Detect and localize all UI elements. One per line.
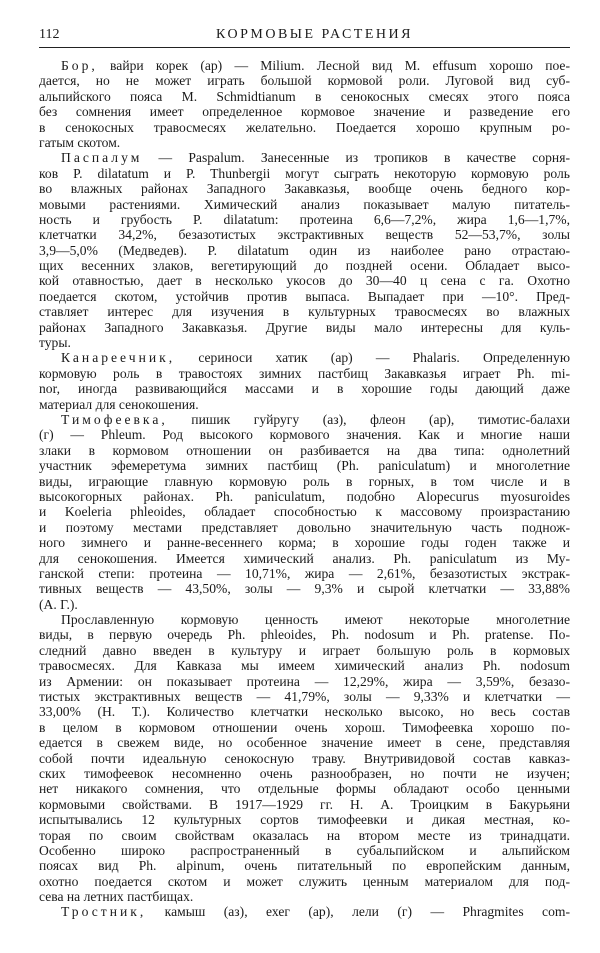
line-text: ность и грубость P. dilatatum: протеина 6,6—7,2%, жира 1,6—1,7%,	[39, 211, 570, 227]
line-text: — Paspalum. Занесенные из тропиков в качестве сорня-	[142, 150, 570, 166]
line-text: торая по своим свойствам оказалась на втором месте из тринадцати.	[39, 827, 570, 843]
text-line	[39, 535, 570, 550]
text-line	[39, 458, 570, 473]
text-line	[39, 581, 570, 596]
line-text: тистых экстрактивных веществ — 41,79%, золы — 9,33% и клетчатки —	[39, 689, 570, 705]
text-line	[39, 551, 570, 566]
text-line	[39, 520, 570, 535]
text-line	[39, 135, 570, 150]
line-text: травосмесях. Для Кавказа мы имеем химический анализ Ph. nodosum	[39, 658, 570, 674]
text-line	[39, 350, 570, 365]
text-line	[39, 843, 570, 858]
text-line	[39, 181, 570, 196]
text-line	[39, 704, 570, 719]
line-text: Прославленную кормовую ценность имеют некоторые многолетние	[61, 612, 570, 628]
line-text: следний давно введен в культуру и играет большую роль в кормовых	[39, 642, 570, 658]
text-line	[39, 904, 570, 919]
text-line	[39, 243, 570, 258]
text-line	[39, 627, 570, 642]
line-text: из Армении: он показывает протеина — 12,29%, жира — 3,59%, безазо-	[39, 673, 570, 689]
line-text: поясах вид Ph. alpinum, очень питательный по европейским данным,	[39, 858, 570, 874]
line-text: кормовыми свойствами. В 1917—1929 гг. Н. А. Троицким в Бакурьяни	[39, 796, 570, 812]
line-text: гатым скотом.	[39, 134, 121, 150]
running-title: КОРМОВЫЕ РАСТЕНИЯ	[216, 27, 413, 42]
line-text: кормовую роль в травостоях зимних пастбищ Закавказья играет Ph. mi-	[39, 365, 570, 381]
line-text: (А. Г.).	[39, 596, 78, 612]
text-line	[39, 828, 570, 843]
line-text: нет никакого сомнения, что отдельные формы обладают особо ценными	[39, 781, 570, 797]
text-line	[39, 335, 570, 350]
entry-headword: Тростник,	[61, 904, 147, 920]
text-line	[39, 720, 570, 735]
line-text: для сенокошения. Имеется химический анализ. Ph. paniculatum из Му-	[39, 550, 570, 566]
line-text: альпийского пояса M. Schmidtianum в сенокосных смесях этого пояса	[39, 88, 570, 104]
line-text: клетчатки 34,2%, безазотистых экстрактивных веществ 52—53,7%, золы	[39, 227, 570, 243]
text-line	[39, 89, 570, 104]
text-line	[39, 258, 570, 273]
line-text: в целом в кормовом отношении очень хорош. Тимофеевка хорошо по-	[39, 719, 570, 735]
text-line	[39, 412, 570, 427]
text-line	[39, 212, 570, 227]
text-line	[39, 751, 570, 766]
line-text: сева на летних пастбищах.	[39, 889, 194, 905]
line-text: кой отавностью, дает в несколько укосов до 30—40 ц сена с га. Охотно	[39, 273, 570, 289]
text-line	[39, 781, 570, 796]
text-line	[39, 474, 570, 489]
line-text: материал для сенокошения.	[39, 396, 199, 412]
line-text: и Koeleria phleoides, обладает способностью к массовому произрастанию	[39, 504, 570, 520]
line-text: во влажных районах Западного Закавказья, вообще очень бедного кор-	[39, 181, 570, 197]
line-text: районах Западного Закавказья. Другие виды мало интересны для куль-	[39, 319, 570, 335]
entry-headword: Канареечник,	[61, 350, 176, 366]
text-line	[39, 73, 570, 88]
line-text: камыш (аз), ехег (ар), лели (г) — Phragmites com-	[146, 904, 570, 920]
text-line	[39, 58, 570, 73]
text-line	[39, 320, 570, 335]
line-text: 33,00% (Н. Т.). Количество клетчатки несколько высоко, но весь состав	[39, 704, 570, 720]
text-line	[39, 612, 570, 627]
entry-headword: Паспалум	[61, 150, 143, 166]
text-line	[39, 874, 570, 889]
line-text: вайри корек (ар) — Milium. Лесной вид M. effusum хорошо пое-	[97, 58, 570, 73]
line-text: туры.	[39, 335, 71, 351]
text-line	[39, 858, 570, 873]
text-line	[39, 597, 570, 612]
text-line	[39, 735, 570, 750]
text-line	[39, 566, 570, 581]
text-line	[39, 273, 570, 288]
line-text: участник эфемеретума зимних пастбищ (Ph. paniculatum) и многолетние	[39, 458, 570, 474]
line-text: злаки в кормовом отношении он разбивается на два типа: однолетний	[39, 442, 570, 458]
text-line	[39, 766, 570, 781]
line-text: ставляет интерес для изучения в культурных травосмесях во влажных	[39, 304, 570, 320]
line-text: виды, в первую очередь Ph. phleoides, Ph. nodosum и Ph. pratense. По-	[39, 627, 570, 643]
text-line	[39, 120, 570, 135]
text-line	[39, 674, 570, 689]
line-text: (г) — Phleum. Род высокого кормового значения. Как и многие наши	[39, 427, 570, 443]
text-line	[39, 166, 570, 181]
text-line	[39, 366, 570, 381]
text-line	[39, 504, 570, 519]
entry-headword: Бор,	[61, 58, 98, 73]
text-line	[39, 427, 570, 442]
text-line	[39, 397, 570, 412]
line-text: щих весенних злаков, вегетирующий до поздней осени. Обладает высо-	[39, 258, 570, 274]
text-line	[39, 889, 570, 904]
text-line	[39, 689, 570, 704]
text-line	[39, 489, 570, 504]
line-text: ганской степи: протеина — 10,71%, жира — 2,61%, безазотистых экстрак-	[39, 565, 570, 581]
line-text: тивных веществ — 43,50%, золы — 9,3% и сырой клетчатки — 33,88%	[39, 581, 570, 597]
page-number: 112	[39, 27, 60, 42]
text-line	[39, 104, 570, 119]
line-text: высокогорных районах. Ph. paniculatum, подобно Alopecurus myosuroides	[39, 488, 570, 504]
text-line	[39, 797, 570, 812]
line-text: и поэтому местами представляет довольно значительную часть поднож-	[39, 519, 570, 535]
text-line	[39, 443, 570, 458]
line-text: испытывались 12 культурных сортов тимофеевки и дикая местная, ко-	[39, 812, 570, 828]
page-body	[39, 58, 570, 920]
text-line	[39, 643, 570, 658]
text-line	[39, 304, 570, 319]
line-text: пишик гуйругу (аз), флеон (ар), тимотис-балахи	[167, 411, 570, 427]
text-line	[39, 381, 570, 396]
text-line	[39, 812, 570, 827]
line-text: охотно поедается скотом и может служить ценным материалом для под-	[39, 873, 570, 889]
line-text: ских тимофеевок несомненно очень разнообразен, но почти не изучен;	[39, 765, 570, 781]
line-text: ного зимнего и ранне-весеннего корма; в хорошие годы годен также и	[39, 535, 570, 551]
line-text: мовыми растениями. Химический анализ показывает малую питатель-	[39, 196, 570, 212]
line-text: 3,9—5,0% (Медведев). P. dilatatum один из наиболее рано отрастаю-	[39, 242, 570, 258]
text-line	[39, 289, 570, 304]
text-line	[39, 197, 570, 212]
line-text: едается в свежем виде, но особенное значение имеет в сене, представляя	[39, 735, 570, 751]
line-text: в сенокосных травосмесях желательно. Поедается хорошо крупным ро-	[39, 119, 570, 135]
line-text: виды, играющие главную кормовую роль в горных, в том числе и в	[39, 473, 570, 489]
line-text: без сомнения имеет определенное кормовое значение и разведение его	[39, 104, 570, 120]
line-text: собой почти идеальную сенокосную траву. Внутривидовой состав кавказ-	[39, 750, 570, 766]
text-line	[39, 227, 570, 242]
line-text: nor, иногда развивающийся массами и в хорошие годы дающий даже	[39, 381, 570, 397]
line-text: дается, но не может играть большой кормовой роли. Луговой вид суб-	[39, 73, 570, 89]
text-line	[39, 658, 570, 673]
entry-headword: Тимофеевка,	[61, 411, 168, 427]
running-header	[39, 27, 570, 48]
line-text: ков P. dilatatum и P. Thunbergii могут сыграть некоторую кормовую роль	[39, 165, 570, 181]
line-text: сериноси хатик (ар) — Phalaris. Определенную	[175, 350, 570, 366]
text-line	[39, 150, 570, 165]
line-text: Особенно широко распространенный в субальпийском и альпийском	[39, 842, 570, 858]
line-text: поедается скотом, устойчив против выпаса. Выпадает при —10°. Пред-	[39, 288, 570, 304]
